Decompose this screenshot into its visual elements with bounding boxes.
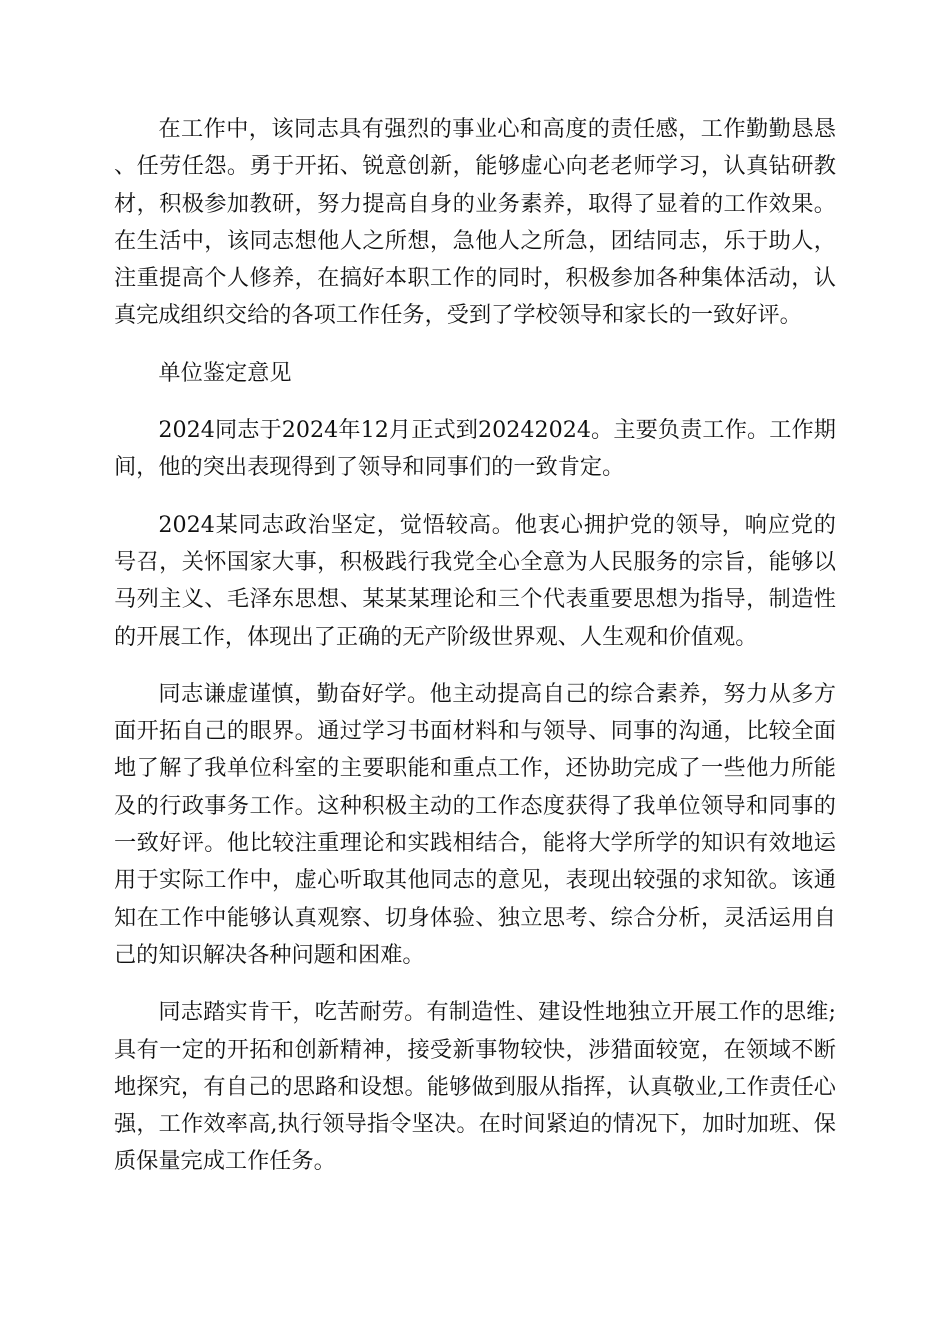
section-heading-unit-opinion: 单位鉴定意见	[158, 359, 292, 386]
paragraph-modest-studious: 同志谦虚谨慎，勤奋好学。他主动提高自己的综合素养，努力从多方面开拓自己的眼界。通过学习书面材料和与领导、同事的沟通，比较全面地了解了我单位科室的主要职能和重点工作，还协助完成了一些他力所能及的行政事务工作。这种积极主动的工作态度获得了我单位领导和同事的一致好评。他比较注重理论和实践相结合，能将大学所学的知识有效地运用于实际工作中，虚心听取其他同志的意见，表现出较强的求知欲。该通知在工作中能够认真观察、切身体验、独立思考、综合分析，灵活运用自己的知识解决各种问题和困难。	[114, 680, 836, 968]
paragraph-start-date: 2024同志于2024年12月正式到20242024。主要负责工作。工作期间，他的突出表现得到了领导和同事们的一致肯定。	[114, 417, 836, 481]
paragraph-political-stance: 2024某同志政治坚定，觉悟较高。他衷心拥护党的领导，响应党的号召，关怀国家大事，积极践行我党全心全意为人民服务的宗旨，能够以马列主义、毛泽东思想、某某某理论和三个代表重要思想为指导，制造性的开展工作，体现出了正确的无产阶级世界观、人生观和价值观。	[114, 511, 836, 650]
document-page	[114, 111, 836, 1181]
paragraph-hardworking: 同志踏实肯干，吃苦耐劳。有制造性、建设性地独立开展工作的思维;具有一定的开拓和创新精神，接受新事物较快，涉猎面较宽，在领域不断地探究，有自己的思路和设想。能够做到服从指挥，认真敬业,工作责任心强，工作效率高,执行领导指令坚决。在时间紧迫的情况下，加时加班、保质保量完成工作任务。	[114, 999, 836, 1175]
paragraph-work-evaluation: 在工作中，该同志具有强烈的事业心和高度的责任感，工作勤勤恳恳、任劳任怨。勇于开拓、锐意创新，能够虚心向老老师学习，认真钻研教材，积极参加教研，努力提高自身的业务素养，取得了显着的工作效果。在生活中，该同志想他人之所想，急他人之所急，团结同志，乐于助人，注重提高个人修养，在搞好本职工作的同时，积极参加各种集体活动，认真完成组织交给的各项工作任务，受到了学校领导和家长的一致好评。	[114, 116, 836, 329]
